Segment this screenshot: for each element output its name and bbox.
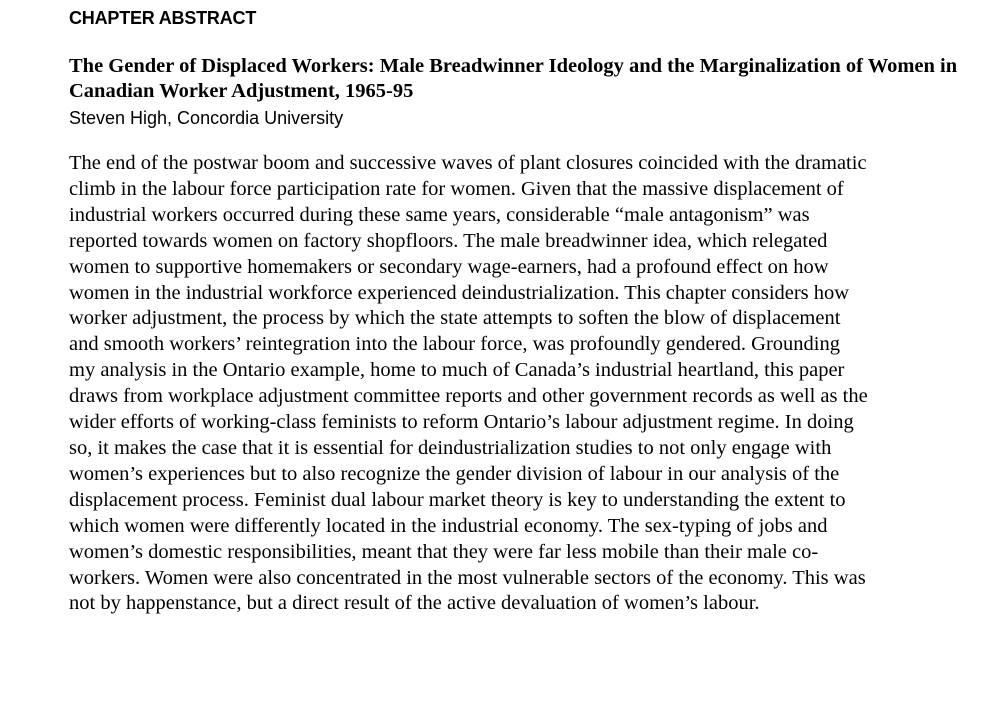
abstract-line: climb in the labour force participation rate for women. Given that the massive displacement of: [69, 177, 844, 200]
abstract-line: women’s experiences but to also recognize the gender division of labour in our analysis of the: [69, 462, 840, 485]
abstract-line: The end of the postwar boom and successive waves of plant closures coincided with the dramatic: [69, 152, 867, 174]
abstract-line: women to supportive homemakers or secondary wage-earners, had a profound effect on how: [69, 255, 829, 278]
abstract-body: [69, 151, 969, 617]
author-affiliation: Steven High, Concordia University: [69, 108, 344, 128]
abstract-line: not by happenstance, but a direct result of the active devaluation of women’s labour.: [69, 592, 760, 615]
abstract-line: women’s domestic responsibilities, meant that they were far less mobile than their male co-: [69, 540, 819, 563]
abstract-line: which women were differently located in the industrial economy. The sex-typing of jobs and: [69, 514, 828, 537]
abstract-line: my analysis in the Ontario example, home to much of Canada’s industrial heartland, this paper: [69, 359, 845, 382]
section-label: CHAPTER ABSTRACT: [69, 8, 257, 28]
abstract-line: wider efforts of working-class feminists to reform Ontario’s labour adjustment regime. In doing: [69, 411, 854, 434]
abstract-line: reported towards women on factory shopfloors. The male breadwinner idea, which relegated: [69, 229, 828, 252]
abstract-line: worker adjustment, the process by which the state attempts to soften the blow of displacement: [69, 307, 841, 330]
abstract-line: industrial workers occurred during these same years, considerable “male antagonism” was: [69, 203, 810, 226]
abstract-line: women in the industrial workforce experienced deindustrialization. This chapter considers how: [69, 281, 850, 304]
abstract-line: draws from workplace adjustment committee reports and other government records as well as the: [69, 385, 868, 408]
abstract-line: workers. Women were also concentrated in the most vulnerable sectors of the economy. This was: [69, 566, 866, 589]
abstract-line: displacement process. Feminist dual labour market theory is key to understanding the extent to: [69, 488, 846, 511]
chapter-title: The Gender of Displaced Workers: Male Breadwinner Ideology and the Marginalization of Women in Canadian Worker Adjustment, 1965-95: [69, 55, 958, 102]
abstract-line: so, it makes the case that it is essential for deindustrialization studies to not only engage with: [69, 436, 832, 459]
abstract-line: and smooth workers’ reintegration into the labour force, was profoundly gendered. Grounding: [69, 333, 841, 356]
